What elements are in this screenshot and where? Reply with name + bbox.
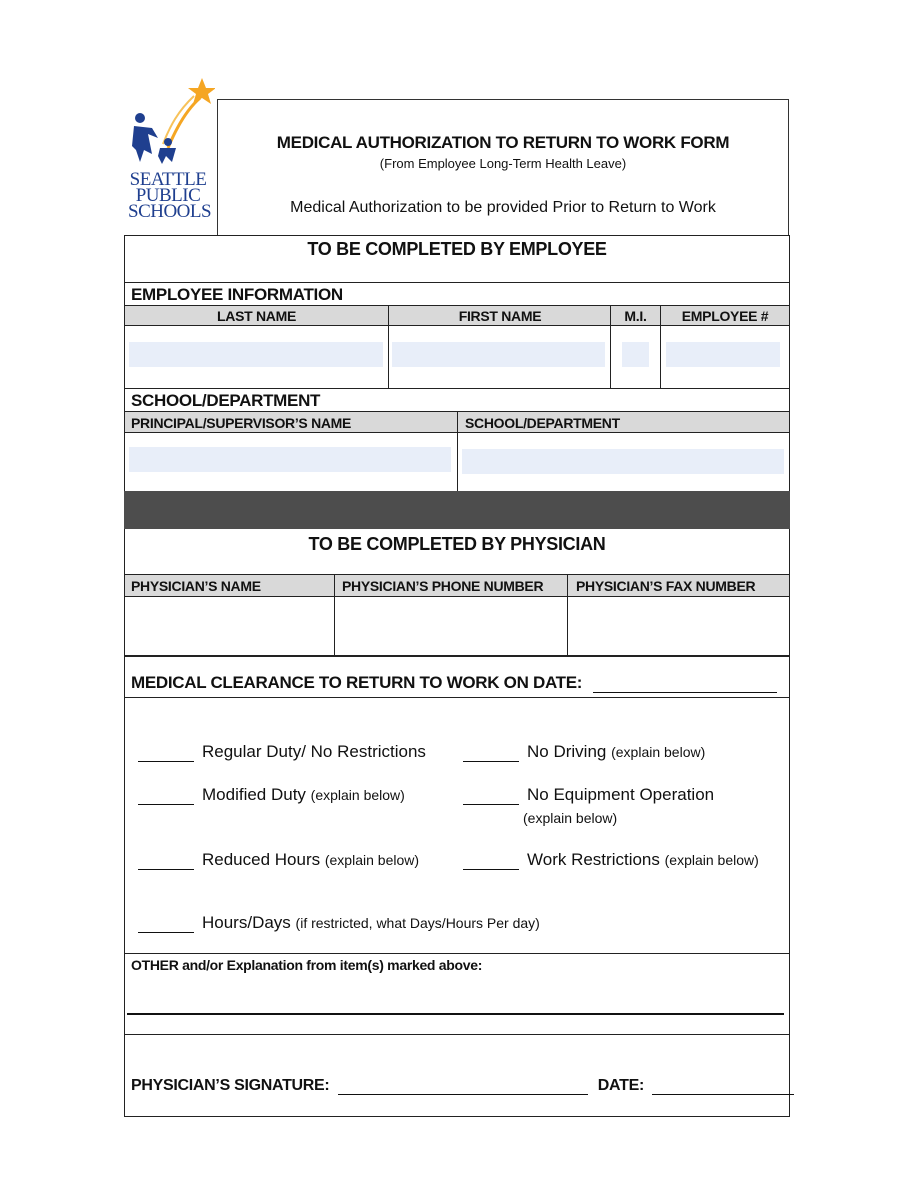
employee-number-field[interactable] <box>666 342 780 367</box>
physician-fax-field[interactable] <box>568 597 788 654</box>
clearance-date-label: MEDICAL CLEARANCE TO RETURN TO WORK ON DATE: <box>131 673 583 692</box>
signature-field[interactable] <box>338 1080 588 1095</box>
col-first-name: FIRST NAME <box>458 308 542 324</box>
divider <box>124 655 790 657</box>
option-note: (explain below) <box>324 852 420 868</box>
option-label: No Driving <box>527 742 607 761</box>
signature-row <box>131 1077 794 1095</box>
signature-date-field[interactable] <box>652 1080 794 1095</box>
physician-name-field[interactable] <box>125 597 333 654</box>
modified-duty-checkline[interactable] <box>138 788 194 805</box>
signature-label: PHYSICIAN’S SIGNATURE: <box>131 1077 330 1094</box>
col-employee-number: EMPLOYEE # <box>681 308 769 324</box>
option-note: (if restricted, what Days/Hours Per day) <box>295 915 540 931</box>
divider <box>124 953 790 954</box>
no-driving-checkline[interactable] <box>463 745 519 762</box>
divider <box>610 305 611 388</box>
option-note: (explain below) <box>611 744 706 760</box>
hours-days-checkline[interactable] <box>138 916 194 933</box>
option-no-equipment-note <box>523 808 617 828</box>
divider <box>124 697 790 698</box>
logo-wordmark: SEATTLE PUBLIC SCHOOLS <box>128 169 212 222</box>
employee-info-heading: EMPLOYEE INFORMATION <box>131 285 343 304</box>
option-work-restrictions <box>463 850 759 870</box>
employee-section-title: TO BE COMPLETED BY EMPLOYEE <box>307 239 607 259</box>
form-title: MEDICAL AUTHORIZATION TO RETURN TO WORK FORM <box>276 133 730 152</box>
col-physician-fax: PHYSICIAN’S FAX NUMBER <box>576 578 756 594</box>
form-header <box>217 99 789 236</box>
option-reduced-hours <box>138 850 419 870</box>
divider <box>660 305 661 388</box>
no-equipment-checkline[interactable] <box>463 788 519 805</box>
divider <box>124 574 790 575</box>
work-restrictions-checkline[interactable] <box>463 853 519 870</box>
option-label: Regular Duty/ No Restrictions <box>202 742 426 761</box>
option-label: No Equipment Operation <box>527 785 715 804</box>
explanation-line <box>127 1013 784 1015</box>
school-department-field[interactable] <box>462 449 784 474</box>
regular-duty-checkline[interactable] <box>138 745 194 762</box>
divider <box>124 388 790 389</box>
clearance-date-field[interactable] <box>593 678 777 693</box>
option-label: Reduced Hours <box>202 850 321 869</box>
option-note: (explain below) <box>523 810 618 826</box>
option-modified-duty <box>138 785 405 805</box>
col-last-name: LAST NAME <box>217 308 296 324</box>
clearance-date-row <box>131 673 777 693</box>
reduced-hours-checkline[interactable] <box>138 853 194 870</box>
col-physician-phone: PHYSICIAN’S PHONE NUMBER <box>342 578 544 594</box>
col-school-department: SCHOOL/DEPARTMENT <box>465 415 620 431</box>
section-separator-band <box>124 491 790 529</box>
other-explanation-field[interactable] <box>127 978 784 1012</box>
option-note: (explain below) <box>310 787 405 803</box>
seattle-public-schools-logo <box>130 76 215 171</box>
form-subtitle: (From Employee Long-Term Health Leave) <box>379 156 627 171</box>
option-label: Work Restrictions <box>527 850 660 869</box>
col-mi: M.I. <box>624 308 647 324</box>
date-label: DATE: <box>597 1077 644 1094</box>
school-department-heading: SCHOOL/DEPARTMENT <box>131 391 321 410</box>
col-physician-name: PHYSICIAN’S NAME <box>131 578 261 594</box>
other-explanation-label: OTHER and/or Explanation from item(s) marked above: <box>131 957 483 973</box>
middle-initial-field[interactable] <box>622 342 649 367</box>
option-note: (explain below) <box>664 852 759 868</box>
last-name-field[interactable] <box>129 342 383 367</box>
first-name-field[interactable] <box>392 342 605 367</box>
col-supervisor-name: PRINCIPAL/SUPERVISOR’S NAME <box>131 415 352 431</box>
divider <box>124 325 790 326</box>
divider <box>388 305 389 388</box>
physician-phone-field[interactable] <box>335 597 566 654</box>
option-regular-duty <box>138 742 426 762</box>
option-label: Hours/Days <box>202 913 291 932</box>
supervisor-name-field[interactable] <box>129 447 451 472</box>
divider <box>124 1034 790 1035</box>
option-no-driving <box>463 742 705 762</box>
divider <box>124 282 790 283</box>
option-label: Modified Duty <box>202 785 306 804</box>
divider <box>124 305 790 306</box>
divider <box>457 411 458 491</box>
option-no-equipment-operation <box>463 785 714 805</box>
form-note: Medical Authorization to be provided Prior to Return to Work <box>290 199 716 216</box>
physician-section-title: TO BE COMPLETED BY PHYSICIAN <box>308 534 606 554</box>
option-hours-days <box>138 913 540 933</box>
